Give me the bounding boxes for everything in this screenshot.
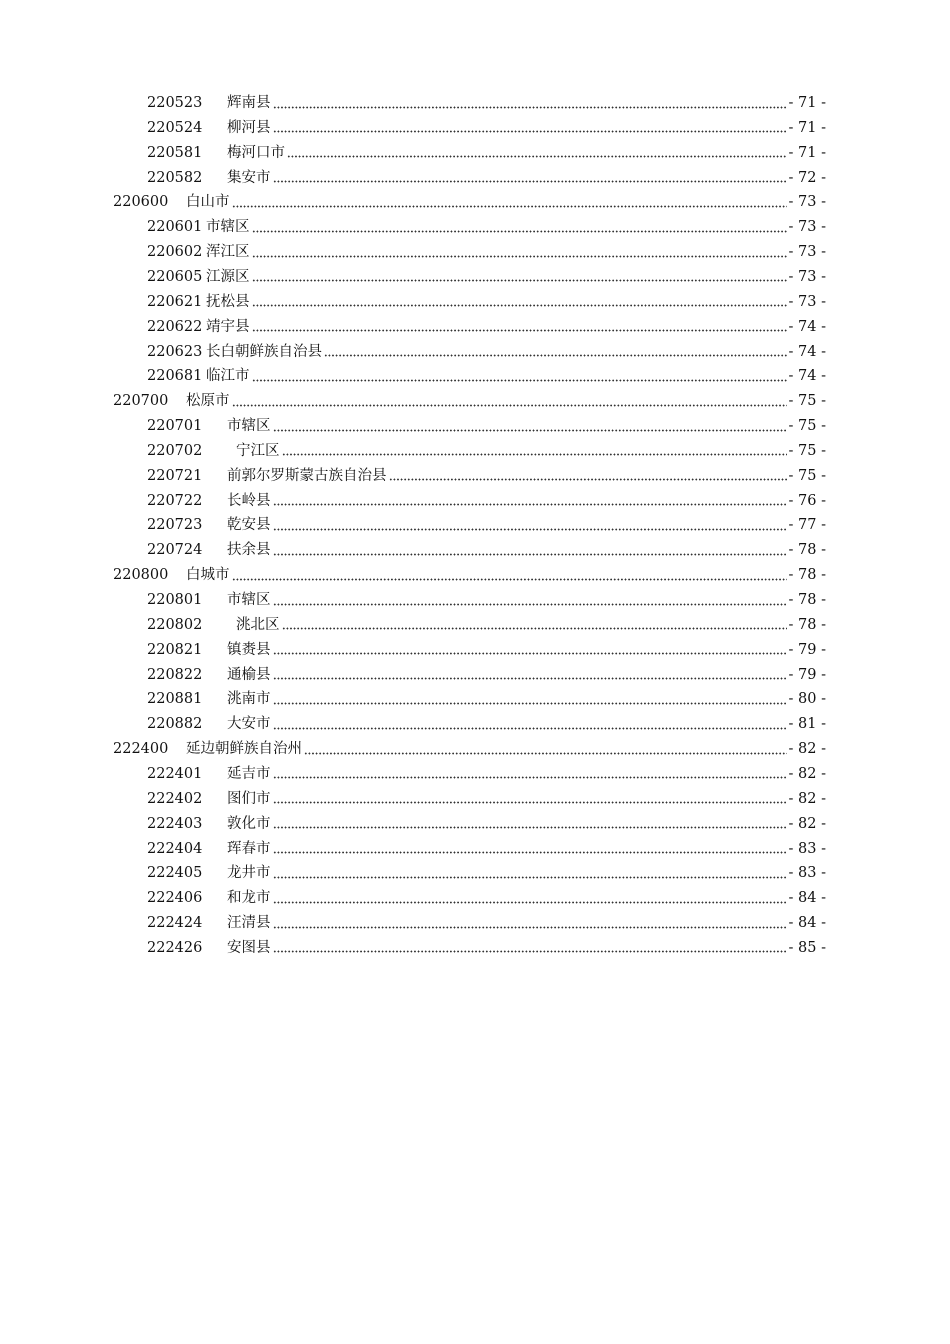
toc-page-number: - 82 -: [788, 815, 826, 832]
dot-leader: [232, 196, 787, 208]
dot-leader: [273, 544, 787, 556]
toc-entry-county[interactable]: [0, 94, 950, 114]
toc-page-number: - 75 -: [788, 393, 826, 410]
toc-code: 220881: [147, 691, 203, 708]
toc-entry-county[interactable]: [0, 666, 950, 686]
toc-title: 敦化市: [227, 815, 271, 832]
toc-code: 220602: [147, 244, 203, 261]
toc-entry-county[interactable]: [0, 541, 950, 561]
dot-leader: [252, 320, 787, 332]
toc-code: 220600: [113, 194, 169, 211]
toc-title: 市辖区: [227, 418, 271, 435]
toc-code: 220701: [147, 418, 203, 435]
dot-leader: [273, 643, 787, 655]
toc-entry-county[interactable]: [0, 169, 950, 189]
toc-page-number: - 71 -: [788, 119, 826, 136]
dot-leader: [324, 345, 787, 357]
toc-entry-county[interactable]: [0, 318, 950, 338]
toc-page-number: - 71 -: [788, 95, 826, 111]
toc-page-number: - 84 -: [788, 890, 826, 907]
toc-page-number: - 73 -: [788, 194, 826, 211]
toc-entry-county[interactable]: [0, 914, 950, 934]
toc-entry-city[interactable]: [0, 566, 950, 586]
toc-page-number: - 78 -: [788, 567, 826, 584]
toc-title: 乾安县: [227, 517, 271, 534]
toc-title: 通榆县: [227, 666, 271, 683]
toc-title: 白山市: [186, 194, 230, 211]
toc-page-number: - 73 -: [788, 293, 826, 310]
toc-title: 大安市: [227, 716, 271, 733]
toc-title: 市辖区: [227, 592, 271, 608]
toc-code: 220700: [113, 393, 169, 410]
toc-entry-county[interactable]: [0, 218, 950, 238]
toc-code: 220523: [147, 95, 203, 111]
toc-code: 220800: [113, 567, 169, 584]
toc-page-number: - 73 -: [788, 268, 826, 285]
toc-code: 222401: [147, 765, 203, 782]
toc-code: 220801: [147, 592, 203, 608]
toc-title: 白城市: [186, 567, 230, 584]
toc-page-number: - 73 -: [788, 244, 826, 261]
toc-title: 扶余县: [227, 542, 271, 559]
toc-title: 汪清县: [227, 915, 271, 932]
dot-leader: [273, 917, 787, 929]
dot-leader: [273, 892, 787, 904]
toc-code: 220681: [147, 368, 203, 385]
toc-title: 洮南市: [227, 691, 271, 708]
toc-page-number: - 82 -: [788, 741, 826, 758]
toc-entry-county[interactable]: [0, 864, 950, 884]
toc-entry-county[interactable]: [0, 939, 950, 959]
toc-title: 临江市: [206, 368, 250, 385]
dot-leader: [252, 246, 787, 258]
toc-page-number: - 76 -: [788, 492, 826, 509]
toc-title: 抚松县: [206, 293, 250, 310]
toc-page-number: - 75 -: [788, 442, 826, 459]
dot-leader: [273, 842, 787, 854]
dot-leader: [273, 693, 787, 705]
toc-code: 222405: [147, 865, 203, 882]
toc-entry-county[interactable]: [0, 243, 950, 263]
toc-page-number: - 79 -: [788, 641, 826, 658]
toc-code: 220605: [147, 268, 203, 285]
toc-code: 220822: [147, 666, 203, 683]
dot-leader: [273, 121, 787, 133]
toc-code: 220622: [147, 318, 203, 335]
toc-code: 220882: [147, 716, 203, 733]
dot-leader: [232, 569, 787, 581]
toc-title: 长岭县: [227, 492, 271, 509]
dot-leader: [287, 146, 787, 158]
toc-title: 浑江区: [206, 244, 250, 261]
toc-title: 珲春市: [227, 840, 271, 857]
dot-leader: [389, 469, 787, 481]
toc-entry-county[interactable]: [0, 715, 950, 735]
toc-code: 220722: [147, 492, 203, 509]
toc-page-number: - 75 -: [788, 467, 826, 484]
toc-page-number: - 74 -: [788, 368, 826, 385]
toc-entry-county[interactable]: [0, 343, 950, 363]
toc-page-number: - 84 -: [788, 915, 826, 932]
toc-entry-county[interactable]: [0, 293, 950, 313]
toc-code: 222426: [147, 939, 203, 956]
toc-title: 延吉市: [227, 765, 271, 782]
toc-code: 220802: [147, 616, 203, 633]
toc-entry-county[interactable]: [0, 641, 950, 661]
toc-title: 江源区: [206, 268, 250, 285]
toc-entry-city[interactable]: [0, 392, 950, 412]
toc-entry-county[interactable]: [0, 417, 950, 437]
toc-title: 梅河口市: [227, 144, 285, 161]
toc-title: 长白朝鲜族自治县: [206, 343, 322, 360]
toc-code: 222402: [147, 790, 203, 807]
dot-leader: [273, 668, 787, 680]
dot-leader: [273, 519, 787, 531]
toc-page-number: - 83 -: [788, 865, 826, 882]
toc-entry-county[interactable]: [0, 815, 950, 835]
toc-entry-county[interactable]: [0, 144, 950, 164]
dot-leader: [252, 221, 787, 233]
toc-code: 220723: [147, 517, 203, 534]
toc-page-number: - 81 -: [788, 716, 826, 733]
dot-leader: [304, 743, 787, 755]
toc-code: 220601: [147, 219, 203, 236]
toc-entry-city[interactable]: [0, 740, 950, 760]
dot-leader: [232, 395, 787, 407]
toc-code: 220721: [147, 467, 203, 484]
toc-entry-county[interactable]: [0, 765, 950, 785]
dot-leader: [273, 941, 787, 953]
dot-leader: [273, 817, 787, 829]
toc-code: 220581: [147, 144, 203, 161]
toc-entry-county[interactable]: [0, 840, 950, 860]
dot-leader: [273, 767, 787, 779]
toc-title: 集安市: [227, 169, 271, 186]
dot-leader: [273, 97, 787, 109]
toc-entry-county[interactable]: [0, 690, 950, 710]
toc-page-number: - 82 -: [788, 765, 826, 782]
toc-code: 220702: [147, 442, 203, 459]
toc-page-number: - 75 -: [788, 418, 826, 435]
toc-title: 洮北区: [236, 616, 280, 633]
toc-entry-county[interactable]: [0, 442, 950, 462]
toc-page-number: - 72 -: [788, 169, 826, 186]
toc-title: 宁江区: [236, 442, 280, 459]
toc-entry-city[interactable]: [0, 193, 950, 213]
toc-code: 222400: [113, 741, 169, 758]
toc-entry-county[interactable]: [0, 516, 950, 536]
toc-title: 前郭尔罗斯蒙古族自治县: [227, 467, 387, 484]
toc-entry-county[interactable]: [0, 268, 950, 288]
dot-leader: [252, 295, 787, 307]
toc-code: 220623: [147, 343, 203, 360]
toc-entry-county[interactable]: [0, 467, 950, 487]
toc-entry-county[interactable]: [0, 367, 950, 387]
toc-entry-county[interactable]: [0, 119, 950, 139]
toc-code: 222404: [147, 840, 203, 857]
toc-title: 镇赉县: [227, 641, 271, 658]
toc-code: 222424: [147, 915, 203, 932]
dot-leader: [273, 494, 787, 506]
toc-title: 柳河县: [227, 119, 271, 136]
toc-page-number: - 71 -: [788, 144, 826, 161]
toc-code: 220821: [147, 641, 203, 658]
dot-leader: [282, 618, 787, 630]
toc-code: 220524: [147, 119, 203, 136]
toc-entry-county[interactable]: [0, 790, 950, 810]
dot-leader: [282, 444, 787, 456]
toc-code: 220724: [147, 542, 203, 559]
dot-leader: [252, 370, 787, 382]
toc-entry-county[interactable]: [0, 616, 950, 636]
toc-page-number: - 78 -: [788, 616, 826, 633]
toc-page-number: - 85 -: [788, 939, 826, 956]
toc-title: 市辖区: [206, 219, 250, 236]
toc-page-number: - 82 -: [788, 790, 826, 807]
toc-code: 220621: [147, 293, 203, 310]
toc-title: 和龙市: [227, 890, 271, 907]
toc-page-number: - 73 -: [788, 219, 826, 236]
toc-entry-county[interactable]: [0, 492, 950, 512]
toc-page-number: - 80 -: [788, 691, 826, 708]
toc-page-number: - 74 -: [788, 343, 826, 360]
toc-entry-county[interactable]: [0, 591, 950, 611]
toc-title: 龙井市: [227, 865, 271, 882]
toc-page-number: - 78 -: [788, 592, 826, 608]
toc-title: 松原市: [186, 393, 230, 410]
dot-leader: [273, 718, 787, 730]
toc-page-number: - 74 -: [788, 318, 826, 335]
toc-page-number: - 83 -: [788, 840, 826, 857]
toc-title: 安图县: [227, 939, 271, 956]
dot-leader: [273, 867, 787, 879]
dot-leader: [273, 171, 787, 183]
toc-page-number: - 78 -: [788, 542, 826, 559]
dot-leader: [273, 420, 787, 432]
toc-code: 222403: [147, 815, 203, 832]
dot-leader: [273, 792, 787, 804]
toc-title: 图们市: [227, 790, 271, 807]
toc-code: 222406: [147, 890, 203, 907]
toc-entry-county[interactable]: [0, 889, 950, 909]
dot-leader: [252, 270, 787, 282]
toc-title: 靖宇县: [206, 318, 250, 335]
toc-page-number: - 79 -: [788, 666, 826, 683]
dot-leader: [273, 594, 787, 606]
toc-title: 辉南县: [227, 95, 271, 111]
toc-page-number: - 77 -: [788, 517, 826, 534]
toc-title: 延边朝鲜族自治州: [186, 741, 302, 758]
toc-code: 220582: [147, 169, 203, 186]
